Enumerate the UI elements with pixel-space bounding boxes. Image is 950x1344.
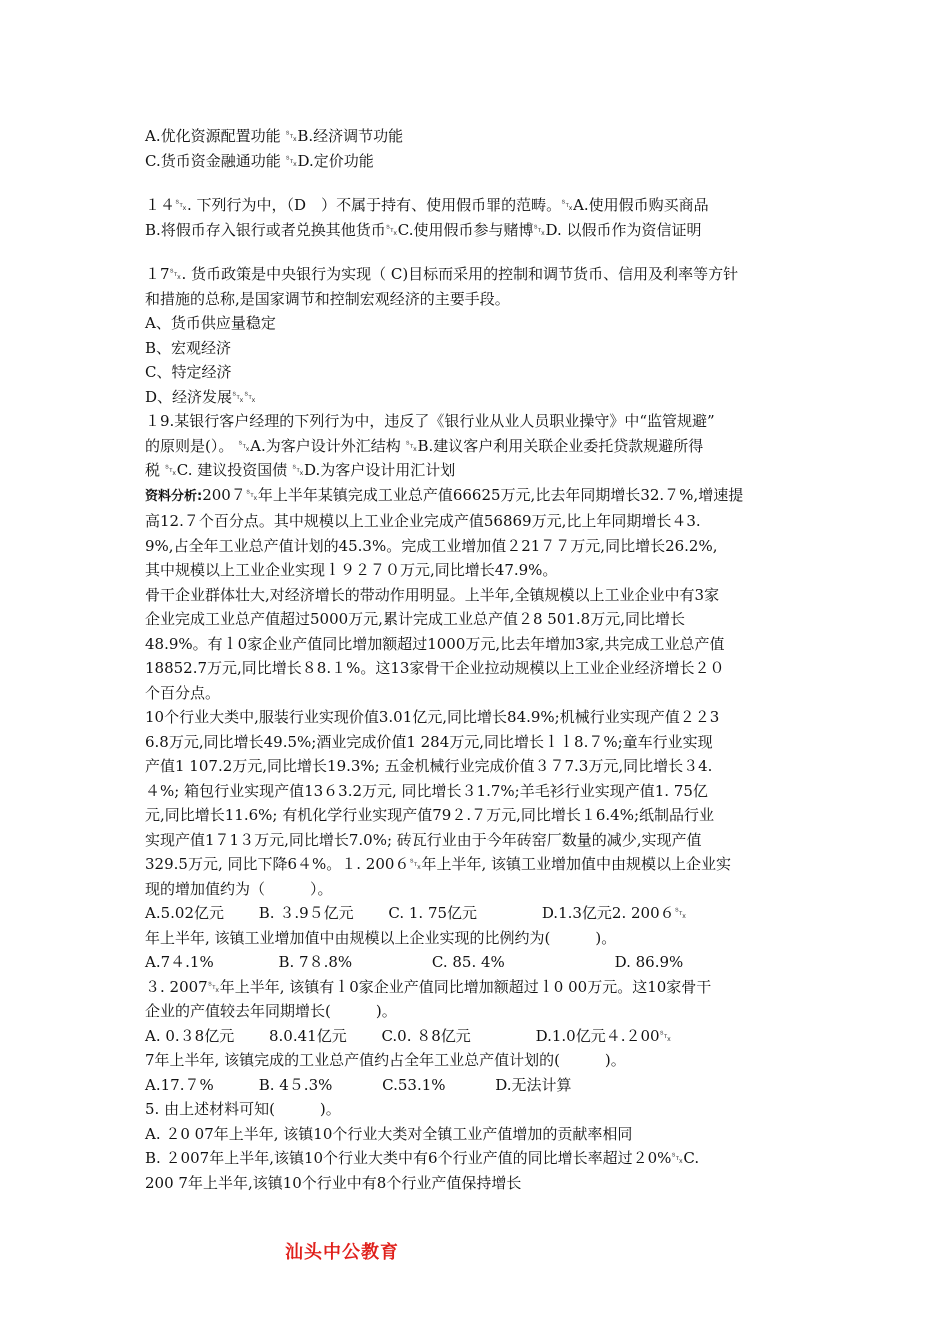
material-paragraph-3-line-1: 10个行业大类中,服装行业实现价值3.01亿元,同比增长84.9%;机械行业实现产值２２3	[145, 708, 720, 726]
question-4-options: A.17.７% B. 4５.3% C.53.1% D.无法计算	[145, 1075, 572, 1094]
q17-line-2: 和措施的总称,是国家调节和控制宏观经济的主要手段。	[145, 289, 510, 308]
material-paragraph-3-line-7: 329.5万元, 同比下降6４%。１. 200６␂年上半年, 该镇工业增加值中由规模以上企业实	[145, 855, 731, 873]
question-3-line-1: ３. 2007␂年上半年, 该镇有ｌ0家企业产值同比增加额超过ｌ0 00万元。这10家骨干	[145, 977, 712, 996]
material-paragraph-2-line-3: 48.9%。有ｌ0家企业产值同比增加额超过1000万元,比去年增加3家,共完成工业总产值	[145, 634, 725, 653]
question-2-stem: 年上半年, 该镇工业增加值中由规模以上企业实现的比例约为( )。	[145, 928, 617, 947]
q19-line-1: １9.某银行客户经理的下列行为中，违反了《银行业从业人员职业操守》中“监管规避”	[145, 412, 715, 430]
question-5-option-a: A. ２0 07年上半年, 该镇10个行业大类对全镇工业产值增加的贡献率相同	[145, 1124, 633, 1143]
document-body	[145, 124, 810, 1195]
material-paragraph-2-line-2: 企业完成工业总产值超过5000万元,累计完成工业总产值２8 501.8万元,同比增长	[145, 610, 685, 628]
material-paragraph-3-line-8: 现的增加值约为（ ）。	[145, 879, 333, 898]
material-paragraph-3-line-5: 元,同比增长11.6%; 有机化学行业实现产值79２.７万元,同比增长１6.4%;纸制品行业	[145, 806, 715, 824]
q17-option-a: A、货币供应量稳定	[145, 314, 276, 332]
material-paragraph-1-line-4: 其中规模以上工业企业实现ｌ９２７０万元,同比增长47.9%。	[145, 561, 558, 579]
material-paragraph-1-line-2: 高12.７个百分点。其中规模以上工业企业完成产值56869万元,比上年同期增长４3.	[145, 512, 701, 530]
q17-line-1: １7␂. 货币政策是中央银行为实现（ C)目标而采用的控制和调节货币、信用及利率等方针	[145, 265, 739, 283]
material-paragraph-2-line-4: 18852.7万元,同比增长８8.１%。这13家骨干企业拉动规模以上工业企业经济增长２０	[145, 659, 725, 677]
q19-line-2: 的原则是(）。 ␂A.为客户设计外汇结构 ␂B.建议客户利用关联企业委托贷款规避所得	[145, 436, 704, 455]
material-paragraph-3-line-3: 产值1 107.2万元,同比增长19.3%; 五金机械行业完成价值３７7.3万元,同比增长３4.	[145, 757, 713, 775]
material-paragraph-3-line-6: 实现产值1７1３万元,同比增长7.0%; 砖瓦行业由于今年砖窑厂数量的减少,实现产值	[145, 830, 702, 849]
question-3-options: A. 0.３8亿元 8.0.41亿元 C.0. ８8亿元 D.1.0亿元４.２00␂	[145, 1026, 672, 1045]
question-3-line-2: 企业的产值较去年同期增长( )。	[145, 1002, 397, 1020]
material-paragraph-3-line-4: ４%; 箱包行业实现产值13６3.2万元, 同比增长３1.7%;羊毛衫行业实现产值1. 75亿	[145, 781, 708, 800]
q17-option-d: D、经济发展␂␂	[145, 387, 257, 406]
material-paragraph-2-line-1: 骨干企业群体壮大,对经济增长的带动作用明显。上半年,全镇规模以上工业企业中有3家	[145, 585, 720, 604]
material-label: 资料分析:	[145, 488, 203, 504]
question-1-options: A.5.02亿元 B. ３.9５亿元 C. 1. 75亿元 D.1.3亿元2. 200６␂	[145, 904, 687, 922]
material-paragraph-1-line-1: 资料分析:200７␂年上半年某镇完成工业总产值66625万元,比去年同期增长32.７%,增速提	[145, 485, 744, 504]
material-paragraph-2-line-5: 个百分点。	[145, 683, 221, 702]
q13-option-line-1: A.优化资源配置功能 ␂B.经济调节功能	[145, 127, 404, 145]
material-paragraph-3-line-2: 6.8万元,同比增长49.5%;酒业完成价值1 284万元,同比增长ｌｌ8.７%;童车行业实现	[145, 732, 713, 751]
q14-line-1: １４␂. 下列行为中，（D ）不属于持有、使用假币罪的范畴。␂A.使用假币购买商品	[145, 196, 709, 214]
question-5-stem: 5. 由上述材料可知( )。	[145, 1100, 341, 1118]
q14-line-2: B.将假币存入银行或者兑换其他货币␂C.使用假币参与赌博␂D. 以假币作为资信证明	[145, 220, 702, 239]
question-2-options: A.7４.1% B. 7８.8% C. 85. 4% D. 86.9%	[145, 953, 684, 971]
question-5-option-b: B. ２007年上半年,该镇10个行业大类中有6个行业产值的同比增长率超过２0%␂C.	[145, 1149, 700, 1167]
q19-line-3: 税 ␂C. 建议投资国债 ␂D.为客户设计用汇计划	[145, 461, 456, 479]
q17-option-b: B、宏观经济	[145, 338, 232, 357]
question-5-option-c: 200 7年上半年,该镇10个行业中有8个行业产值保持增长	[145, 1173, 522, 1192]
q17-option-c: C、特定经济	[145, 363, 232, 381]
q13-option-line-2: C.货币资金融通功能 ␂D.定价功能	[145, 151, 374, 170]
footer-brand: 汕头中公教育	[285, 1242, 399, 1263]
material-paragraph-1-line-3: 9%,占全年工业总产值计划的45.3%。完成工业增加值２21７７万元,同比增长26.2%,	[145, 536, 718, 555]
question-4-stem: 7年上半年, 该镇完成的工业总产值约占全年工业总产值计划的( )。	[145, 1051, 626, 1069]
